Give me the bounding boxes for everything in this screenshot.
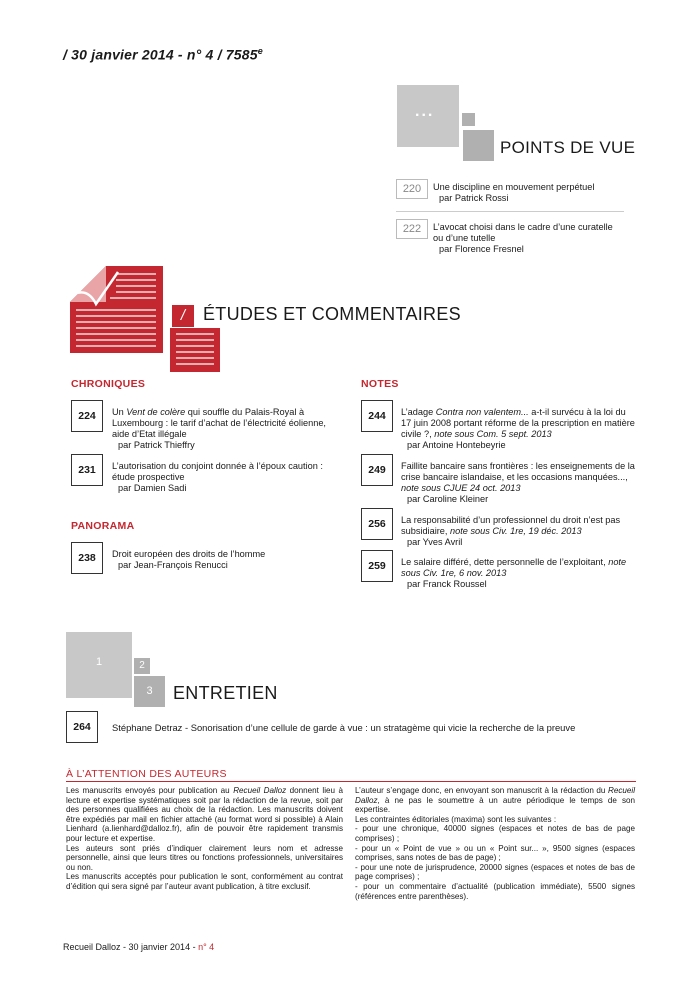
item-note: note sous Civ. 1re, 19 déc. 2013 bbox=[450, 526, 582, 536]
chroniques-heading: CHRONIQUES bbox=[71, 378, 146, 390]
item-title-post: a-t-il survécu à la loi du 17 juin 2008 portant réforme de la prescription en matière civile ?, bbox=[401, 407, 635, 439]
paragraph bbox=[355, 863, 635, 882]
points-de-vue-title: POINTS DE VUE bbox=[500, 138, 636, 157]
list-item[interactable] bbox=[433, 182, 623, 204]
item-title: Stéphane Detraz - Sonorisation d’une cellule de garde à vue : un stratagème qui vicie la recherche de la preuve bbox=[112, 722, 576, 733]
paragraph bbox=[355, 882, 635, 901]
entretien-graphic-medium bbox=[134, 676, 165, 707]
footer-text: Recueil Dalloz - 30 janvier 2014 - bbox=[63, 942, 199, 952]
item-title-pre: Un bbox=[112, 407, 127, 417]
paragraph bbox=[355, 844, 635, 863]
item-title-em: Contra non valentem... bbox=[435, 407, 529, 417]
text: - pour une note de jurisprudence, 20000 signes (espaces et notes de bas de page comprises) ; bbox=[355, 862, 635, 882]
text-em: Recueil Dalloz bbox=[355, 786, 635, 805]
text: L’auteur s’engage donc, en envoyant son manuscrit à la rédaction du bbox=[355, 786, 608, 795]
authors-notice-right bbox=[355, 786, 635, 901]
paragraph bbox=[66, 872, 343, 891]
list-item[interactable] bbox=[112, 407, 327, 451]
item-title-em: Vent de colère bbox=[126, 407, 186, 417]
list-item[interactable] bbox=[401, 515, 636, 548]
item-author: par Damien Sadi bbox=[118, 483, 187, 493]
text: - pour une chronique, 40000 signes (espaces et notes de bas de page comprises) ; bbox=[355, 824, 635, 843]
item-author: par Jean-François Renucci bbox=[118, 560, 228, 570]
points-de-vue-graphic-small bbox=[462, 113, 475, 126]
panorama-heading: PANORAMA bbox=[71, 520, 135, 532]
divider bbox=[66, 781, 636, 782]
text: - pour un commentaire d’actualité (publication immédiate), 5500 signes (références entre parenthèses). bbox=[355, 881, 635, 901]
item-title: L’autorisation du conjoint donnée à l’époux caution : étude prospective bbox=[112, 461, 323, 482]
number-one: 1 bbox=[96, 656, 103, 668]
text: donnent lieu à lecture et expertise systématiques soit par la rédaction de la revue, soit par des personnes qualifiées au choix de la rédaction. Les manuscrits doivent être expédiés par mail en fichier attaché (au format word si possible) à Alain Lienhard (a.lienhard@dalloz.fr), afin de pouvoir être rapidement transmis pour lecture et expertise. bbox=[66, 786, 344, 843]
list-item[interactable] bbox=[112, 549, 332, 571]
page-number: 222 bbox=[396, 219, 428, 239]
text: Les auteurs sont priés d’indiquer clairement leurs nom et adresse personnelle, ainsi que leurs titres ou fonctions professionnels, universitaires ou non. bbox=[66, 843, 343, 872]
item-author: par Florence Fresnel bbox=[439, 244, 524, 254]
etudes-title: ÉTUDES ET COMMENTAIRES bbox=[203, 304, 461, 324]
item-author: par Antoine Hontebeyrie bbox=[407, 440, 506, 450]
slash-badge bbox=[172, 305, 194, 327]
item-title: La responsabilité d’un professionnel du droit n’est pas subsidiaire, bbox=[401, 515, 621, 536]
page-number: 264 bbox=[66, 711, 98, 743]
page-number: 238 bbox=[71, 542, 103, 574]
item-note: note sous Com. 5 sept. 2013 bbox=[434, 429, 552, 439]
entretien-title: ENTRETIEN bbox=[173, 683, 278, 703]
slash-mark: / bbox=[180, 307, 186, 324]
item-note: note sous Civ. 1re, 6 nov. 2013 bbox=[401, 557, 627, 578]
item-title: Faillite bancaire sans frontières : les enseignements de la crise bancaire islandaise, et les occasions manquées..., bbox=[401, 461, 635, 482]
page-number: 244 bbox=[361, 400, 393, 432]
item-author: par Patrick Rossi bbox=[439, 193, 509, 203]
text: Les contraintes éditoriales (maxima) sont les suivantes : bbox=[355, 814, 557, 824]
paragraph bbox=[355, 824, 635, 843]
authors-notice-left bbox=[66, 786, 343, 892]
document-stack-icon bbox=[66, 262, 226, 372]
number-three: 3 bbox=[146, 685, 153, 697]
text: , à ne pas le soumettre à un autre périodique le temps de son expertise. bbox=[355, 795, 635, 815]
issue-number-sup: e bbox=[257, 46, 263, 56]
item-note: note sous CJUE 24 oct. 2013 bbox=[401, 483, 521, 493]
ellipsis-mark: ... bbox=[415, 103, 435, 120]
item-author: par Caroline Kleiner bbox=[407, 494, 489, 504]
page-number: 231 bbox=[71, 454, 103, 486]
item-title-pre: L’adage bbox=[401, 407, 436, 417]
points-de-vue-graphic-medium bbox=[463, 130, 494, 161]
page-footer bbox=[63, 942, 214, 952]
item-title-post: qui souffle du Palais-Royal à Luxembourg : le tarif d’achat de l’électricité éolienne, aide d’Etat illégale bbox=[112, 407, 326, 439]
page-number: 224 bbox=[71, 400, 103, 432]
text: Les manuscrits envoyés pour publication au bbox=[66, 786, 234, 795]
paragraph bbox=[66, 786, 343, 844]
item-author: par Patrick Thieffry bbox=[118, 440, 195, 450]
page-number: 220 bbox=[396, 179, 428, 199]
text: Les manuscrits acceptés pour publication le sont, conformément au contrat d’édition qui sera signé par l’auteur avant publication, à titre exclusif. bbox=[66, 872, 343, 891]
list-item[interactable] bbox=[401, 557, 636, 590]
paragraph bbox=[355, 786, 635, 815]
item-author: par Franck Roussel bbox=[407, 579, 487, 589]
page-number: 256 bbox=[361, 508, 393, 540]
text-em: Recueil Dalloz bbox=[233, 786, 287, 795]
item-author: par Yves Avril bbox=[407, 537, 463, 547]
number-two: 2 bbox=[139, 660, 145, 671]
list-item[interactable] bbox=[433, 222, 623, 255]
authors-notice-title: À L’ATTENTION DES AUTEURS bbox=[66, 768, 227, 780]
paragraph bbox=[355, 815, 635, 825]
item-title: Une discipline en mouvement perpétuel bbox=[433, 182, 595, 192]
entretien-graphic-small bbox=[134, 658, 150, 674]
divider bbox=[396, 211, 624, 212]
list-item[interactable] bbox=[112, 461, 342, 494]
notes-heading: NOTES bbox=[361, 378, 399, 390]
item-title: L’avocat choisi dans le cadre d’une curatelle ou d’une tutelle bbox=[433, 222, 613, 243]
page-number: 259 bbox=[361, 550, 393, 582]
issue-header bbox=[63, 46, 263, 63]
list-item[interactable] bbox=[112, 722, 632, 733]
paragraph bbox=[66, 844, 343, 873]
page-number: 249 bbox=[361, 454, 393, 486]
item-title: Droit européen des droits de l’homme bbox=[112, 549, 266, 559]
item-title: Le salaire différé, dette personnelle de l’exploitant, bbox=[401, 557, 609, 567]
issue-date: / 30 janvier 2014 - n° 4 / 7585 bbox=[63, 46, 258, 63]
footer-issue-number: n° 4 bbox=[198, 942, 215, 952]
list-item[interactable] bbox=[401, 461, 636, 505]
text: - pour un « Point de vue » ou un « Point sur... », 9500 signes (espaces comprises, sans notes de bas de page) ; bbox=[355, 843, 635, 863]
list-item[interactable] bbox=[401, 407, 636, 451]
